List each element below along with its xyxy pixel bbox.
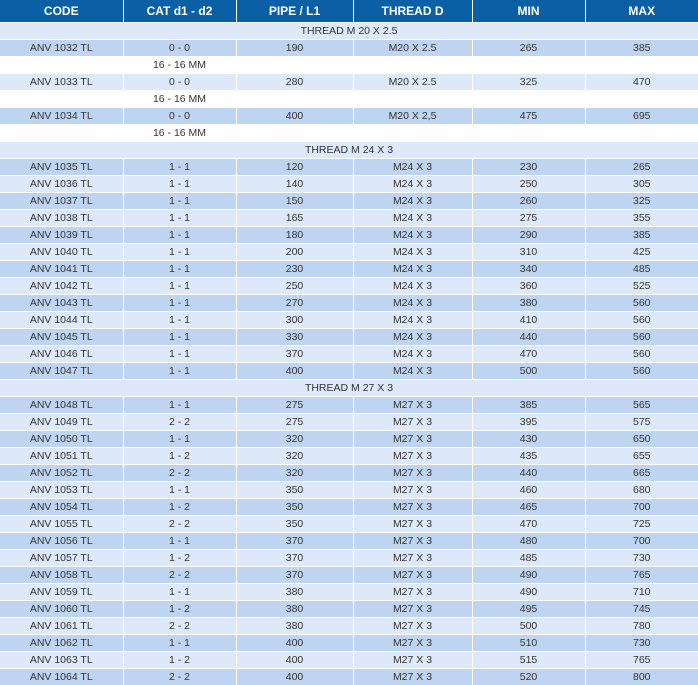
code-cell: ANV 1034 TL (0, 108, 123, 125)
size-range-cell: 16 - 16 MM (123, 57, 236, 74)
code-cell: ANV 1047 TL (0, 363, 123, 380)
code-cell: ANV 1062 TL (0, 635, 123, 652)
code-cell: ANV 1053 TL (0, 482, 123, 499)
empty-cell (353, 57, 472, 74)
header-pipe: PIPE / L1 (236, 0, 353, 23)
thread-cell: M24 X 3 (353, 278, 472, 295)
empty-cell (585, 57, 698, 74)
max-cell: 780 (585, 618, 698, 635)
max-cell: 355 (585, 210, 698, 227)
thread-cell: M24 X 3 (353, 244, 472, 261)
min-cell: 490 (472, 567, 585, 584)
code-cell: ANV 1060 TL (0, 601, 123, 618)
max-cell: 655 (585, 448, 698, 465)
max-cell: 560 (585, 295, 698, 312)
min-cell: 485 (472, 550, 585, 567)
code-cell: ANV 1037 TL (0, 193, 123, 210)
cat-cell: 1 - 1 (123, 346, 236, 363)
section-header-row (0, 23, 698, 40)
pipe-cell: 380 (236, 618, 353, 635)
pipe-cell: 320 (236, 448, 353, 465)
header-max: MAX (585, 0, 698, 23)
max-cell: 560 (585, 312, 698, 329)
thread-cell: M24 X 3 (353, 295, 472, 312)
table-row (0, 346, 698, 363)
thread-cell: M27 X 3 (353, 550, 472, 567)
table-row (0, 363, 698, 380)
min-cell: 490 (472, 584, 585, 601)
code-cell: ANV 1042 TL (0, 278, 123, 295)
max-cell: 470 (585, 74, 698, 91)
max-cell: 695 (585, 108, 698, 125)
thread-cell: M27 X 3 (353, 482, 472, 499)
max-cell: 325 (585, 193, 698, 210)
cat-cell: 2 - 2 (123, 465, 236, 482)
pipe-cell: 275 (236, 397, 353, 414)
table-row (0, 448, 698, 465)
thread-cell: M27 X 3 (353, 601, 472, 618)
max-cell: 560 (585, 346, 698, 363)
pipe-cell: 320 (236, 465, 353, 482)
pipe-cell: 370 (236, 533, 353, 550)
table-row (0, 482, 698, 499)
min-cell: 510 (472, 635, 585, 652)
table-row (0, 635, 698, 652)
cat-cell: 0 - 0 (123, 108, 236, 125)
table-row (0, 550, 698, 567)
max-cell: 565 (585, 397, 698, 414)
table-row (0, 312, 698, 329)
empty-cell (236, 57, 353, 74)
pipe-cell: 400 (236, 669, 353, 685)
max-cell: 575 (585, 414, 698, 431)
thread-cell: M20 X 2.5 (353, 74, 472, 91)
thread-cell: M27 X 3 (353, 465, 472, 482)
thread-cell: M27 X 3 (353, 618, 472, 635)
thread-cell: M24 X 3 (353, 329, 472, 346)
cat-cell: 1 - 1 (123, 363, 236, 380)
pipe-cell: 400 (236, 652, 353, 669)
max-cell: 425 (585, 244, 698, 261)
max-cell: 745 (585, 601, 698, 618)
pipe-cell: 330 (236, 329, 353, 346)
cat-cell: 1 - 1 (123, 278, 236, 295)
min-cell: 265 (472, 40, 585, 57)
table-row (0, 278, 698, 295)
cat-cell: 1 - 1 (123, 295, 236, 312)
min-cell: 520 (472, 669, 585, 685)
max-cell: 680 (585, 482, 698, 499)
max-cell: 665 (585, 465, 698, 482)
min-cell: 395 (472, 414, 585, 431)
code-cell: ANV 1059 TL (0, 584, 123, 601)
min-cell: 465 (472, 499, 585, 516)
pipe-cell: 140 (236, 176, 353, 193)
thread-cell: M27 X 3 (353, 533, 472, 550)
max-cell: 265 (585, 159, 698, 176)
table-row (0, 567, 698, 584)
max-cell: 765 (585, 567, 698, 584)
table-row (0, 431, 698, 448)
pipe-cell: 230 (236, 261, 353, 278)
code-cell: ANV 1036 TL (0, 176, 123, 193)
pipe-cell: 370 (236, 567, 353, 584)
max-cell: 485 (585, 261, 698, 278)
empty-cell (0, 125, 123, 142)
cat-cell: 2 - 2 (123, 669, 236, 685)
table-body (0, 23, 698, 685)
pipe-cell: 380 (236, 601, 353, 618)
cat-cell: 1 - 2 (123, 499, 236, 516)
pipe-cell: 275 (236, 414, 353, 431)
table-row (0, 40, 698, 57)
header-cat: CAT d1 - d2 (123, 0, 236, 23)
cat-cell: 1 - 2 (123, 601, 236, 618)
min-cell: 275 (472, 210, 585, 227)
pipe-cell: 350 (236, 482, 353, 499)
min-cell: 440 (472, 329, 585, 346)
thread-cell: M24 X 3 (353, 210, 472, 227)
code-cell: ANV 1054 TL (0, 499, 123, 516)
max-cell: 710 (585, 584, 698, 601)
max-cell: 385 (585, 227, 698, 244)
header-row (0, 0, 698, 23)
empty-cell (0, 57, 123, 74)
empty-cell (472, 125, 585, 142)
min-cell: 410 (472, 312, 585, 329)
empty-cell (472, 91, 585, 108)
min-cell: 380 (472, 295, 585, 312)
section-title: THREAD M 24 X 3 (0, 142, 698, 159)
min-cell: 475 (472, 108, 585, 125)
table-row (0, 74, 698, 91)
min-cell: 325 (472, 74, 585, 91)
table-row (0, 210, 698, 227)
min-cell: 435 (472, 448, 585, 465)
table-row (0, 176, 698, 193)
table-row (0, 618, 698, 635)
code-cell: ANV 1064 TL (0, 669, 123, 685)
section-header-row (0, 380, 698, 397)
empty-cell (585, 125, 698, 142)
code-cell: ANV 1046 TL (0, 346, 123, 363)
cat-cell: 1 - 1 (123, 431, 236, 448)
table-row (0, 397, 698, 414)
cat-cell: 1 - 1 (123, 261, 236, 278)
max-cell: 560 (585, 329, 698, 346)
min-cell: 470 (472, 516, 585, 533)
min-cell: 480 (472, 533, 585, 550)
max-cell: 700 (585, 499, 698, 516)
pipe-cell: 370 (236, 550, 353, 567)
pipe-cell: 320 (236, 431, 353, 448)
code-cell: ANV 1045 TL (0, 329, 123, 346)
thread-cell: M24 X 3 (353, 159, 472, 176)
min-cell: 260 (472, 193, 585, 210)
cat-cell: 1 - 1 (123, 159, 236, 176)
code-cell: ANV 1038 TL (0, 210, 123, 227)
pipe-cell: 350 (236, 516, 353, 533)
cat-cell: 1 - 1 (123, 210, 236, 227)
max-cell: 800 (585, 669, 698, 685)
min-cell: 430 (472, 431, 585, 448)
thread-cell: M24 X 3 (353, 261, 472, 278)
empty-cell (236, 125, 353, 142)
pipe-cell: 400 (236, 108, 353, 125)
max-cell: 305 (585, 176, 698, 193)
empty-cell (353, 125, 472, 142)
max-cell: 765 (585, 652, 698, 669)
pipe-cell: 190 (236, 40, 353, 57)
pipe-cell: 150 (236, 193, 353, 210)
min-cell: 460 (472, 482, 585, 499)
size-range-cell: 16 - 16 MM (123, 125, 236, 142)
table-row (0, 499, 698, 516)
cat-cell: 2 - 2 (123, 567, 236, 584)
pipe-cell: 270 (236, 295, 353, 312)
table-row (0, 414, 698, 431)
table-row (0, 584, 698, 601)
cat-cell: 1 - 1 (123, 176, 236, 193)
min-cell: 495 (472, 601, 585, 618)
thread-cell: M27 X 3 (353, 414, 472, 431)
empty-cell (585, 91, 698, 108)
table-subrow (0, 57, 698, 74)
pipe-cell: 400 (236, 363, 353, 380)
code-cell: ANV 1056 TL (0, 533, 123, 550)
code-cell: ANV 1063 TL (0, 652, 123, 669)
cat-cell: 2 - 2 (123, 414, 236, 431)
min-cell: 440 (472, 465, 585, 482)
pipe-cell: 370 (236, 346, 353, 363)
pipe-cell: 280 (236, 74, 353, 91)
code-cell: ANV 1050 TL (0, 431, 123, 448)
code-cell: ANV 1035 TL (0, 159, 123, 176)
cat-cell: 0 - 0 (123, 74, 236, 91)
min-cell: 340 (472, 261, 585, 278)
table-row (0, 108, 698, 125)
pipe-cell: 165 (236, 210, 353, 227)
cat-cell: 1 - 1 (123, 635, 236, 652)
thread-cell: M27 X 3 (353, 448, 472, 465)
empty-cell (353, 91, 472, 108)
table-subrow (0, 91, 698, 108)
max-cell: 385 (585, 40, 698, 57)
max-cell: 730 (585, 550, 698, 567)
thread-cell: M24 X 3 (353, 346, 472, 363)
pipe-cell: 180 (236, 227, 353, 244)
empty-cell (472, 57, 585, 74)
thread-cell: M24 X 3 (353, 227, 472, 244)
min-cell: 310 (472, 244, 585, 261)
section-header-row (0, 142, 698, 159)
max-cell: 700 (585, 533, 698, 550)
min-cell: 515 (472, 652, 585, 669)
max-cell: 730 (585, 635, 698, 652)
thread-cell: M27 X 3 (353, 669, 472, 685)
min-cell: 470 (472, 346, 585, 363)
code-cell: ANV 1055 TL (0, 516, 123, 533)
empty-cell (0, 91, 123, 108)
thread-cell: M27 X 3 (353, 584, 472, 601)
thread-cell: M20 X 2,5 (353, 108, 472, 125)
max-cell: 725 (585, 516, 698, 533)
code-cell: ANV 1033 TL (0, 74, 123, 91)
pipe-cell: 400 (236, 635, 353, 652)
header-code: CODE (0, 0, 123, 23)
code-cell: ANV 1044 TL (0, 312, 123, 329)
empty-cell (236, 91, 353, 108)
min-cell: 385 (472, 397, 585, 414)
code-cell: ANV 1057 TL (0, 550, 123, 567)
table-row (0, 193, 698, 210)
cat-cell: 1 - 1 (123, 193, 236, 210)
table-row (0, 295, 698, 312)
thread-cell: M24 X 3 (353, 363, 472, 380)
cat-cell: 2 - 2 (123, 516, 236, 533)
table-row (0, 669, 698, 685)
thread-cell: M24 X 3 (353, 193, 472, 210)
cat-cell: 1 - 1 (123, 482, 236, 499)
thread-cell: M27 X 3 (353, 516, 472, 533)
max-cell: 525 (585, 278, 698, 295)
header-min: MIN (472, 0, 585, 23)
thread-cell: M27 X 3 (353, 431, 472, 448)
pipe-cell: 200 (236, 244, 353, 261)
min-cell: 360 (472, 278, 585, 295)
thread-cell: M24 X 3 (353, 312, 472, 329)
table-row (0, 244, 698, 261)
max-cell: 560 (585, 363, 698, 380)
min-cell: 230 (472, 159, 585, 176)
table-subrow (0, 125, 698, 142)
cat-cell: 2 - 2 (123, 618, 236, 635)
code-cell: ANV 1049 TL (0, 414, 123, 431)
code-cell: ANV 1043 TL (0, 295, 123, 312)
cat-cell: 1 - 1 (123, 312, 236, 329)
code-cell: ANV 1061 TL (0, 618, 123, 635)
cat-cell: 0 - 0 (123, 40, 236, 57)
table-row (0, 533, 698, 550)
max-cell: 650 (585, 431, 698, 448)
min-cell: 290 (472, 227, 585, 244)
thread-cell: M24 X 3 (353, 176, 472, 193)
min-cell: 250 (472, 176, 585, 193)
code-cell: ANV 1032 TL (0, 40, 123, 57)
cat-cell: 1 - 1 (123, 329, 236, 346)
code-cell: ANV 1048 TL (0, 397, 123, 414)
pipe-cell: 120 (236, 159, 353, 176)
table-row (0, 652, 698, 669)
cat-cell: 1 - 2 (123, 448, 236, 465)
cat-cell: 1 - 1 (123, 397, 236, 414)
code-cell: ANV 1041 TL (0, 261, 123, 278)
table-row (0, 516, 698, 533)
section-title: THREAD M 27 X 3 (0, 380, 698, 397)
table-row (0, 329, 698, 346)
min-cell: 500 (472, 363, 585, 380)
thread-cell: M27 X 3 (353, 652, 472, 669)
table-row (0, 601, 698, 618)
min-cell: 500 (472, 618, 585, 635)
thread-cell: M27 X 3 (353, 499, 472, 516)
thread-cell: M27 X 3 (353, 397, 472, 414)
thread-cell: M27 X 3 (353, 635, 472, 652)
cat-cell: 1 - 2 (123, 550, 236, 567)
header-thread: THREAD D (353, 0, 472, 23)
code-cell: ANV 1058 TL (0, 567, 123, 584)
cat-cell: 1 - 1 (123, 533, 236, 550)
thread-cell: M20 X 2.5 (353, 40, 472, 57)
pipe-cell: 350 (236, 499, 353, 516)
table-row (0, 261, 698, 278)
table-row (0, 159, 698, 176)
thread-cell: M27 X 3 (353, 567, 472, 584)
cat-cell: 1 - 1 (123, 227, 236, 244)
code-cell: ANV 1039 TL (0, 227, 123, 244)
cat-cell: 1 - 2 (123, 652, 236, 669)
pipe-cell: 380 (236, 584, 353, 601)
code-cell: ANV 1051 TL (0, 448, 123, 465)
section-title: THREAD M 20 X 2.5 (0, 23, 698, 40)
table-row (0, 227, 698, 244)
cat-cell: 1 - 1 (123, 584, 236, 601)
size-range-cell: 16 - 16 MM (123, 91, 236, 108)
code-cell: ANV 1040 TL (0, 244, 123, 261)
table-row (0, 465, 698, 482)
pipe-cell: 250 (236, 278, 353, 295)
code-cell: ANV 1052 TL (0, 465, 123, 482)
cat-cell: 1 - 1 (123, 244, 236, 261)
pipe-cell: 300 (236, 312, 353, 329)
